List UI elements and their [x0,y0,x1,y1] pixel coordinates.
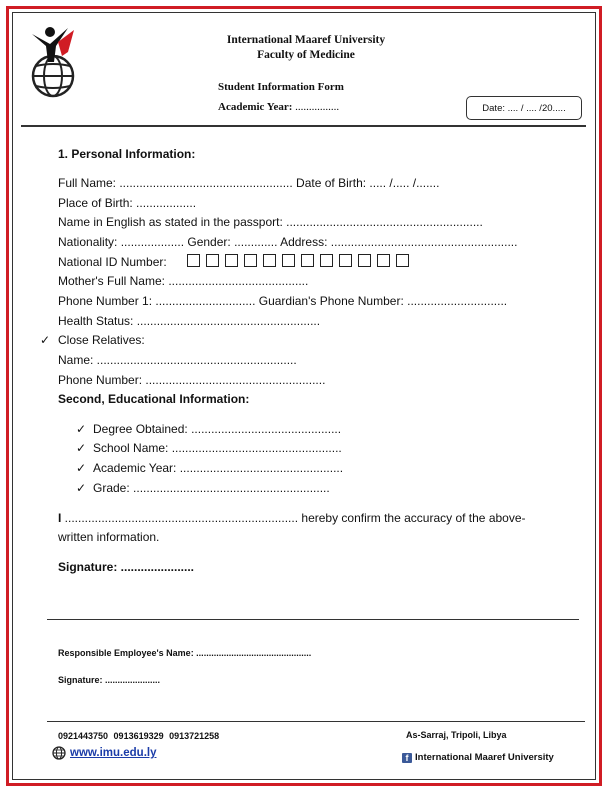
id-digit-box[interactable] [225,254,238,267]
id-digit-box[interactable] [339,254,352,267]
confirmation-text: ...................................................................... hereby confirm the accuracy of the above- [61,511,526,525]
employee-name-field[interactable]: Responsible Employee's Name: .............................................. [58,648,312,658]
check-icon: ✓ [40,333,51,347]
id-digit-box[interactable] [244,254,257,267]
footer-phones: 0921443750 0913619329 0913721258 [58,731,220,741]
nationality-field[interactable]: Nationality: ................... Gender: ............. Address: ........................................................ [58,235,518,249]
personal-info-heading: 1. Personal Information: [58,147,196,161]
relative-phone-field[interactable]: Phone Number: ...................................................... [58,373,326,387]
check-icon: ✓ [76,461,87,475]
mothers-name-field[interactable]: Mother's Full Name: .......................................... [58,274,309,288]
divider [47,619,579,620]
academic-year-field[interactable]: Academic Year: ................................................. [93,461,344,475]
educational-info-heading: Second, Educational Information: [58,392,250,406]
footer-divider [47,721,585,722]
grade-field[interactable]: Grade: ........................................................... [93,481,330,495]
website-text[interactable]: www.imu.edu.ly [70,747,157,759]
check-icon: ✓ [76,481,87,495]
phone-field[interactable]: Phone Number 1: .............................. Guardian's Phone Number: .............................. [58,294,508,308]
signature-field[interactable]: Signature: ...................... [58,560,195,574]
id-digit-box[interactable] [301,254,314,267]
check-icon: ✓ [76,422,87,436]
confirmation-i: I [58,511,62,525]
id-digit-box[interactable] [396,254,409,267]
university-name: International Maaref University [226,34,386,46]
close-relatives-label: Close Relatives: [58,333,145,347]
confirmation-line[interactable] [58,511,526,525]
national-id-boxes[interactable] [187,254,409,267]
footer-address: As-Sarraj, Tripoli, Libya [406,730,507,740]
id-digit-box[interactable] [377,254,390,267]
date-box[interactable]: Date: .... / .... /20..... [466,96,582,120]
id-digit-box[interactable] [358,254,371,267]
form-title: Student Information Form [218,81,344,93]
full-name-field[interactable]: Full Name: .................................................... Date of Birth: ..... /..... /....... [58,176,440,190]
school-name-field[interactable]: School Name: ................................................... [93,441,342,455]
facebook-icon: f [402,753,412,763]
id-digit-box[interactable] [206,254,219,267]
national-id-label: National ID Number: [58,255,167,269]
faculty-name: Faculty of Medicine [257,49,355,61]
id-digit-box[interactable] [320,254,333,267]
id-digit-box[interactable] [187,254,200,267]
id-digit-box[interactable] [282,254,295,267]
website-link[interactable] [52,746,156,760]
employee-signature-field[interactable]: Signature: ...................... [58,675,161,685]
place-of-birth-field[interactable]: Place of Birth: .................. [58,196,197,210]
name-english-field[interactable]: Name in English as stated in the passport: ........................................................... [58,215,483,229]
header-divider [21,125,586,127]
globe-icon [52,746,66,760]
academic-year-header [218,101,339,113]
id-digit-box[interactable] [263,254,276,267]
academic-year-value[interactable]: ................ [292,101,340,113]
facebook-text[interactable]: International Maaref University [415,752,554,763]
relative-name-field[interactable]: Name: ............................................................ [58,353,297,367]
check-icon: ✓ [76,441,87,455]
facebook-link[interactable] [402,752,554,763]
degree-field[interactable]: Degree Obtained: ............................................. [93,422,342,436]
confirmation-line-2: written information. [58,530,160,544]
academic-year-label: Academic Year: [218,101,293,113]
health-status-field[interactable]: Health Status: ....................................................... [58,314,321,328]
